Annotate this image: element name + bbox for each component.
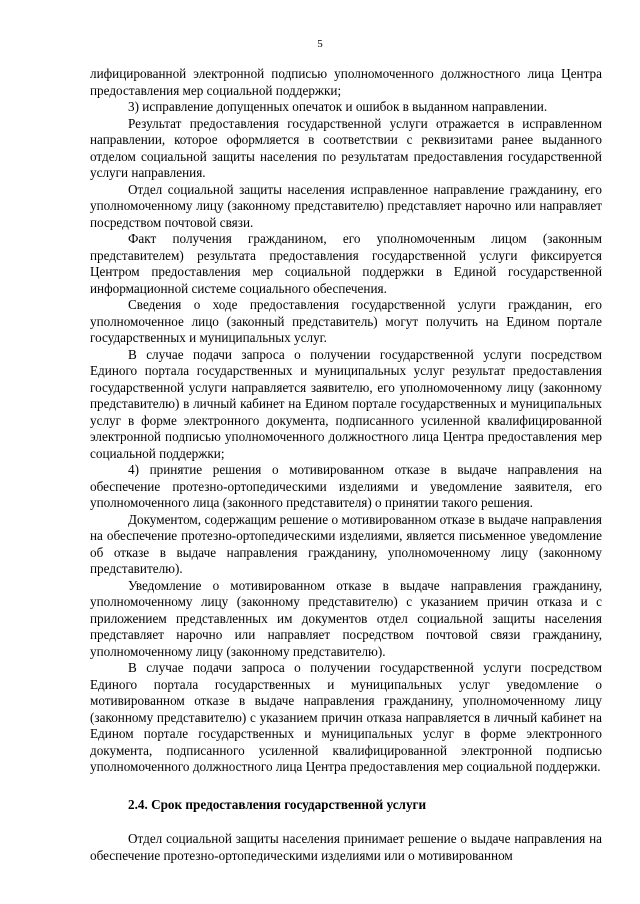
section-heading: 2.4. Срок предоставления государственной услуги — [128, 796, 427, 812]
document-body — [90, 66, 602, 864]
paragraph: Отдел социальной защиты населения принимает решение о выдаче направления на обеспечение протезно-ортопедическими изделиями или о мотивированном — [90, 831, 602, 863]
paragraph: Отдел социальной защиты населения исправленное направление гражданину, его уполномоченному лицу (законному представителю) представляет нарочно или направляет посредством почтовой связи. — [90, 181, 602, 230]
paragraph: Сведения о ходе предоставления государственной услуги гражданин, его уполномоченное лицо (законный представитель) могут получить на Едином портале государственных и муниципальных услуг. — [90, 297, 602, 345]
paragraph: В случае подачи запроса о получении государственной услуги посредством Единого портала государственных и муниципальных услуг уведомление о мотивированном отказе в выдаче направления гражданину, уполномоченному лицу (законному представителю) с указанием причин отказа направляется в личный кабинет на Едином портале государственных и муниципальных услуг в форме электронного документа, подписанного усиленной квалифицированной электронной подписью уполномоченного должностного лица Центра предоставления мер социальной поддержки. — [90, 660, 602, 774]
paragraph: В случае подачи запроса о получении государственной услуги посредством Единого портала государственных и муниципальных услуг результат предоставления государственной услуги направляется заявителю, его уполномоченному лицу (законному представителю) в личный кабинет на Едином портале государственных и муниципальных услуг в форме электронного документа, подписанного усиленной квалифицированной электронной подписью уполномоченного должностного лица Центра предоставления мер социальной поддержки; — [90, 346, 602, 461]
paragraph: Уведомление о мотивированном отказе в выдаче направления гражданину, уполномоченному лицу (законному представителю) с указанием причин отказа и с приложением представленных им документов отдел социальной защиты населения представляет нарочно или направляет посредством почтовой связи гражданину, уполномоченному лицу (законному представителю). — [90, 577, 602, 659]
paragraph: Документом, содержащим решение о мотивированном отказе в выдаче направления на обеспечение протезно-ортопедическими изделиями, является письменное уведомление об отказе в выдаче направления гражданину, уполномоченному лицу (законному представителю). — [90, 511, 602, 576]
list-item-4: 4) принятие решения о мотивированном отказе в выдаче направления на обеспечение протезно-ортопедическими изделиями и уведомление заявителя, его уполномоченного лица (законного представителя) о принятии такого решения. — [90, 462, 602, 510]
list-item-3: 3) исправление допущенных опечаток и ошибок в выданном направлении. — [128, 99, 548, 114]
paragraph-continuation: лифицированной электронной подписью уполномоченного должностного лица Центра предоставления мер социальной поддержки; — [90, 66, 602, 98]
paragraph: Результат предоставления государственной услуги отражается в исправленном направлении, которое оформляется в соответствии с реквизитами ранее выданного отделом социальной защиты населения по результатам предоставления государственной услуги направления. — [90, 115, 602, 180]
paragraph: Факт получения гражданином, его уполномоченным лицом (законным представителем) результата предоставления государственной услуги фиксируется Центром предоставления мер социальной поддержки в Единой государственной информационной системе социального обеспечения. — [90, 231, 602, 296]
page-number: 5 — [317, 38, 323, 50]
